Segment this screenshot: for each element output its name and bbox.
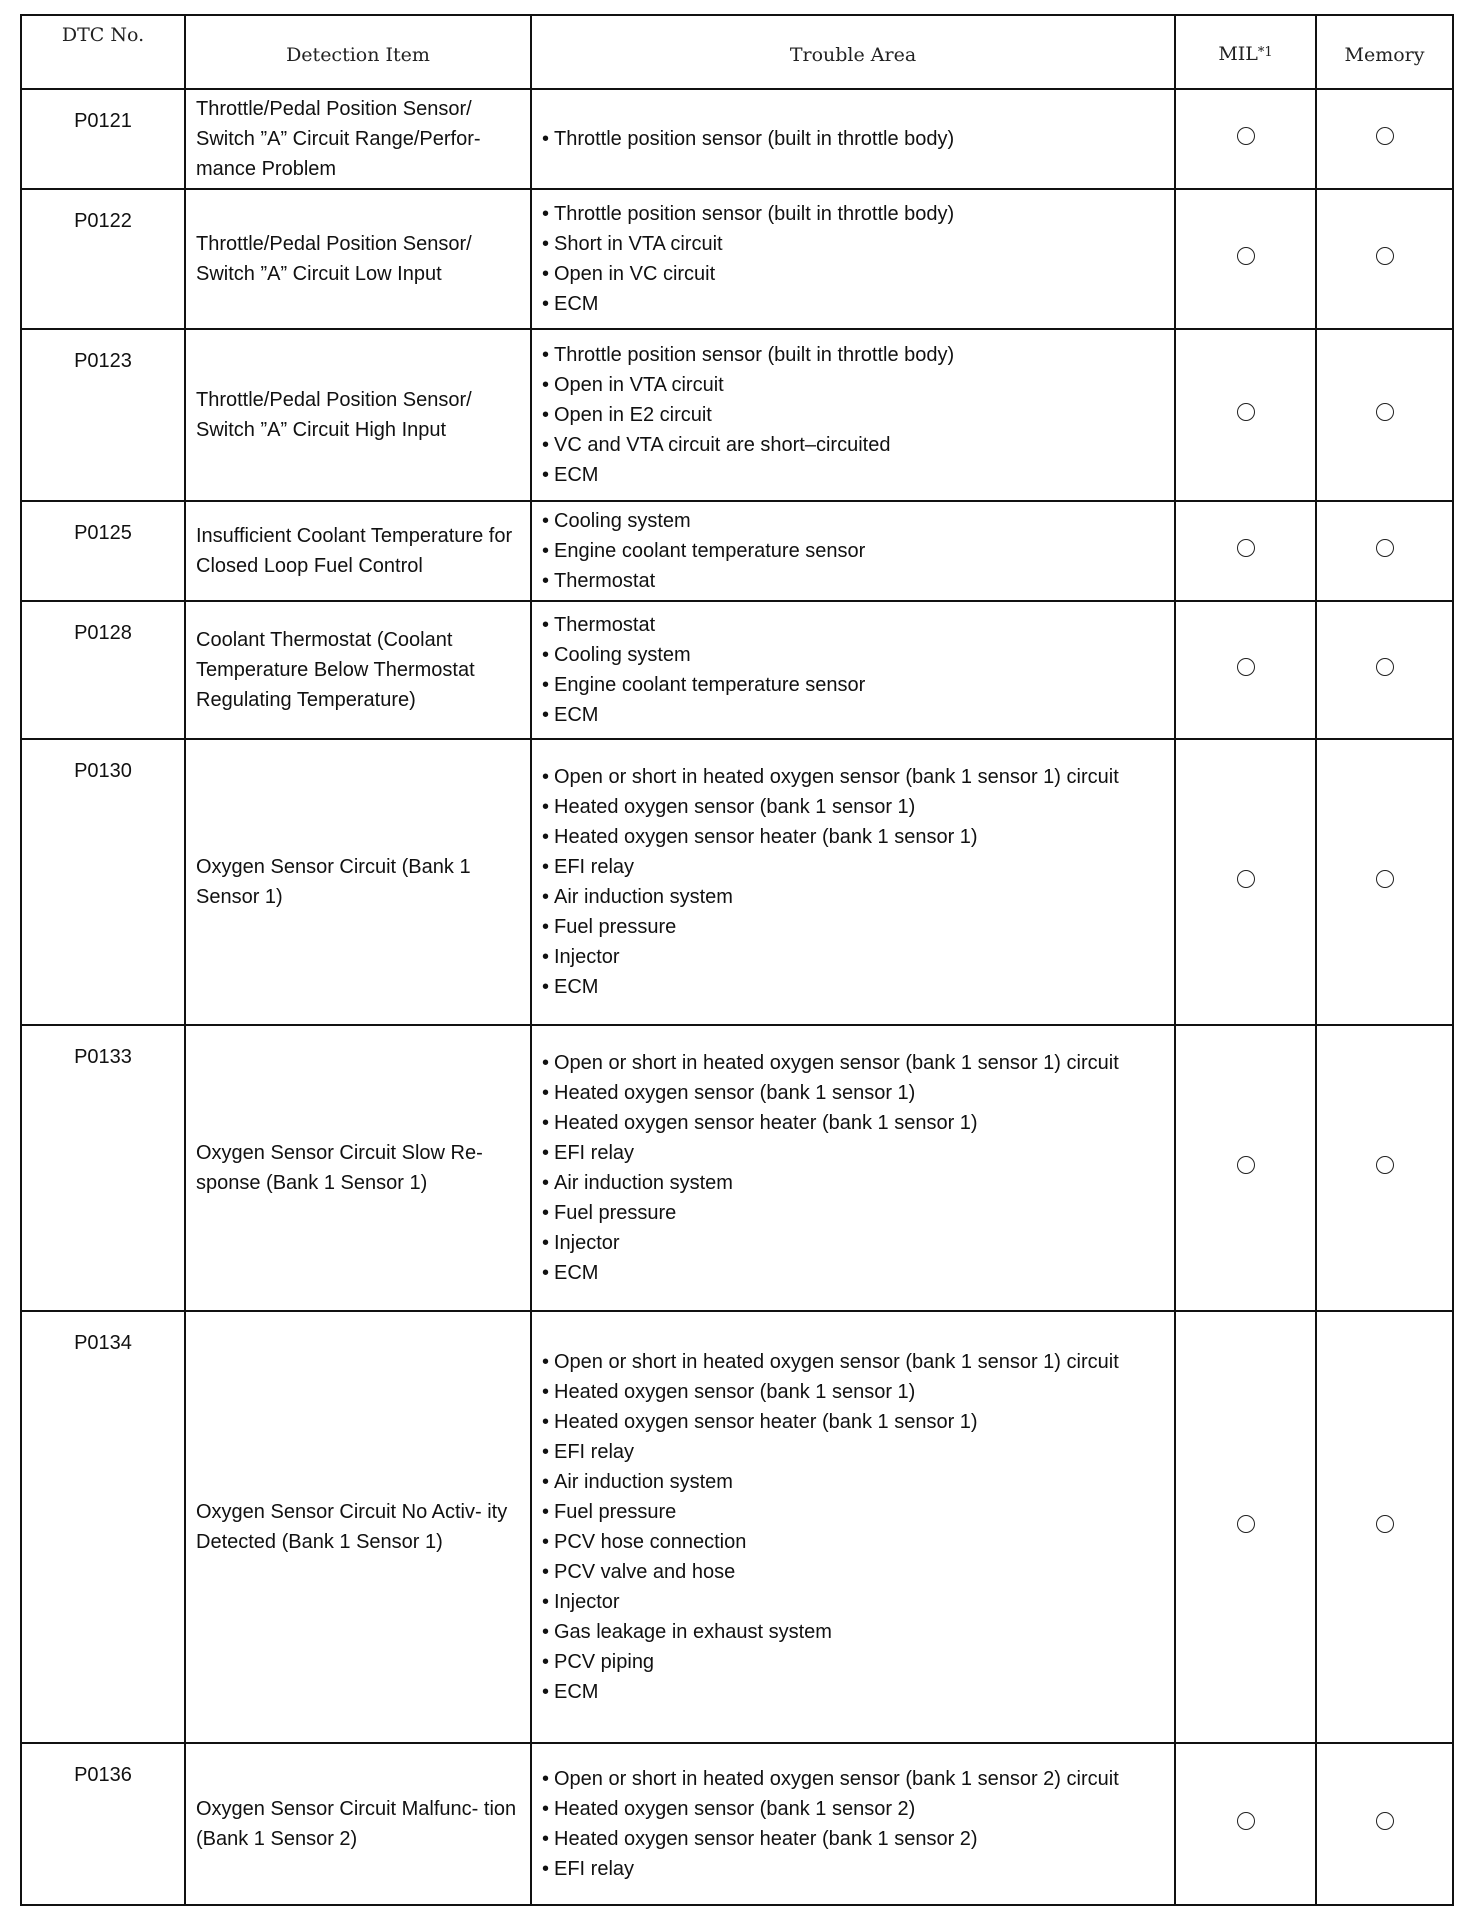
trouble-area-list xyxy=(532,1343,1174,1711)
trouble-area-item: • Air induction system xyxy=(542,1467,1166,1497)
trouble-area-item: • EFI relay xyxy=(542,1854,1166,1884)
memory-circle-icon xyxy=(1376,539,1394,557)
memory-cell xyxy=(1316,739,1453,1025)
detection-item-text: Insufficient Coolant Temperature for Closed Loop Fuel Control xyxy=(196,525,513,577)
trouble-area-item: • Cooling system xyxy=(542,640,1166,670)
trouble-area-list xyxy=(532,195,1174,323)
trouble-area-item: • Thermostat xyxy=(542,610,1166,640)
detection-item-cell xyxy=(185,89,531,189)
header-trouble-area: Trouble Area xyxy=(531,15,1175,89)
trouble-area-item: • Air induction system xyxy=(542,1168,1166,1198)
dtc-code-cell xyxy=(21,739,185,1025)
memory-circle-icon xyxy=(1376,247,1394,265)
mil-circle-icon xyxy=(1237,403,1255,421)
trouble-area-item: • Heated oxygen sensor heater (bank 1 sensor 1) xyxy=(542,1108,1166,1138)
mil-cell xyxy=(1175,1025,1316,1311)
trouble-area-item: • Air induction system xyxy=(542,882,1166,912)
trouble-area-item: • PCV piping xyxy=(542,1647,1166,1677)
trouble-area-item: • Heated oxygen sensor (bank 1 sensor 1) xyxy=(542,1078,1166,1108)
dtc-code-cell xyxy=(21,329,185,501)
dtc-code: P0130 xyxy=(74,760,132,782)
trouble-area-list xyxy=(532,120,1174,158)
trouble-area-cell xyxy=(531,1743,1175,1905)
table-row xyxy=(21,189,1453,329)
dtc-code: P0123 xyxy=(74,350,132,372)
header-memory: Memory xyxy=(1316,15,1453,89)
mil-circle-icon xyxy=(1237,247,1255,265)
trouble-area-list xyxy=(532,336,1174,494)
detection-item-cell xyxy=(185,189,531,329)
mil-circle-icon xyxy=(1237,539,1255,557)
table-row xyxy=(21,89,1453,189)
header-dtc-no: DTC No. xyxy=(21,15,185,89)
trouble-area-item: • Injector xyxy=(542,942,1166,972)
mil-cell xyxy=(1175,89,1316,189)
dtc-table xyxy=(20,14,1454,1906)
dtc-code: P0121 xyxy=(74,110,132,132)
memory-circle-icon xyxy=(1376,658,1394,676)
trouble-area-item: • Gas leakage in exhaust system xyxy=(542,1617,1166,1647)
mil-cell xyxy=(1175,1743,1316,1905)
table-row xyxy=(21,1025,1453,1311)
trouble-area-item: • Open in VTA circuit xyxy=(542,370,1166,400)
trouble-area-item: • Fuel pressure xyxy=(542,1497,1166,1527)
trouble-area-item: • EFI relay xyxy=(542,852,1166,882)
trouble-area-list xyxy=(532,606,1174,734)
table-row xyxy=(21,1743,1453,1905)
mil-cell xyxy=(1175,329,1316,501)
trouble-area-item: • Open or short in heated oxygen sensor (bank 1 sensor 1) circuit xyxy=(542,1347,1166,1377)
detection-item-cell xyxy=(185,1743,531,1905)
dtc-code-cell xyxy=(21,89,185,189)
detection-item-text: Oxygen Sensor Circuit No Activ- ity Detected (Bank 1 Sensor 1) xyxy=(196,1501,508,1553)
trouble-area-item: • Injector xyxy=(542,1228,1166,1258)
trouble-area-list xyxy=(532,758,1174,1006)
mil-cell xyxy=(1175,601,1316,739)
trouble-area-item: • Engine coolant temperature sensor xyxy=(542,670,1166,700)
trouble-area-item: • Heated oxygen sensor (bank 1 sensor 1) xyxy=(542,792,1166,822)
table-row xyxy=(21,501,1453,601)
detection-item-cell xyxy=(185,739,531,1025)
table-row xyxy=(21,329,1453,501)
trouble-area-item: • Heated oxygen sensor heater (bank 1 sensor 2) xyxy=(542,1824,1166,1854)
mil-circle-icon xyxy=(1237,1515,1255,1533)
mil-circle-icon xyxy=(1237,870,1255,888)
detection-item-text: Throttle/Pedal Position Sensor/ Switch ”A” Circuit Low Input xyxy=(196,233,472,285)
trouble-area-item: • Heated oxygen sensor heater (bank 1 sensor 1) xyxy=(542,1407,1166,1437)
trouble-area-item: • Open or short in heated oxygen sensor (bank 1 sensor 2) circuit xyxy=(542,1764,1166,1794)
mil-circle-icon xyxy=(1237,1812,1255,1830)
trouble-area-cell xyxy=(531,1311,1175,1743)
memory-circle-icon xyxy=(1376,1515,1394,1533)
detection-item-cell xyxy=(185,1025,531,1311)
memory-cell xyxy=(1316,1025,1453,1311)
trouble-area-item: • Thermostat xyxy=(542,566,1166,596)
table-row xyxy=(21,601,1453,739)
trouble-area-item: • Short in VTA circuit xyxy=(542,229,1166,259)
detection-item-text: Oxygen Sensor Circuit (Bank 1 Sensor 1) xyxy=(196,856,471,908)
mil-footnote: *1 xyxy=(1257,44,1273,60)
memory-cell xyxy=(1316,89,1453,189)
trouble-area-item: • VC and VTA circuit are short–circuited xyxy=(542,430,1166,460)
memory-circle-icon xyxy=(1376,127,1394,145)
detection-item-cell xyxy=(185,329,531,501)
mil-circle-icon xyxy=(1237,658,1255,676)
trouble-area-cell xyxy=(531,739,1175,1025)
dtc-code: P0133 xyxy=(74,1046,132,1068)
trouble-area-item: • Open in VC circuit xyxy=(542,259,1166,289)
mil-cell xyxy=(1175,189,1316,329)
trouble-area-list xyxy=(532,1044,1174,1292)
memory-cell xyxy=(1316,189,1453,329)
trouble-area-item: • Fuel pressure xyxy=(542,1198,1166,1228)
dtc-code: P0122 xyxy=(74,210,132,232)
detection-item-cell xyxy=(185,601,531,739)
dtc-code: P0136 xyxy=(74,1764,132,1786)
trouble-area-item: • Heated oxygen sensor (bank 1 sensor 2) xyxy=(542,1794,1166,1824)
trouble-area-item: • PCV hose connection xyxy=(542,1527,1166,1557)
trouble-area-item: • ECM xyxy=(542,289,1166,319)
header-row xyxy=(21,15,1453,89)
trouble-area-item: • Heated oxygen sensor (bank 1 sensor 1) xyxy=(542,1377,1166,1407)
dtc-code-cell xyxy=(21,1743,185,1905)
memory-circle-icon xyxy=(1376,1812,1394,1830)
trouble-area-cell xyxy=(531,189,1175,329)
trouble-area-cell xyxy=(531,1025,1175,1311)
trouble-area-item: • Throttle position sensor (built in throttle body) xyxy=(542,340,1166,370)
trouble-area-item: • Cooling system xyxy=(542,506,1166,536)
trouble-area-item: • PCV valve and hose xyxy=(542,1557,1166,1587)
detection-item-text: Oxygen Sensor Circuit Slow Re- sponse (Bank 1 Sensor 1) xyxy=(196,1142,483,1194)
dtc-code: P0134 xyxy=(74,1332,132,1354)
trouble-area-item: • Heated oxygen sensor heater (bank 1 sensor 1) xyxy=(542,822,1166,852)
trouble-area-item: • Throttle position sensor (built in throttle body) xyxy=(542,199,1166,229)
trouble-area-item: • ECM xyxy=(542,700,1166,730)
memory-cell xyxy=(1316,1311,1453,1743)
memory-circle-icon xyxy=(1376,403,1394,421)
memory-cell xyxy=(1316,501,1453,601)
trouble-area-cell xyxy=(531,501,1175,601)
table-row xyxy=(21,1311,1453,1743)
mil-cell xyxy=(1175,1311,1316,1743)
detection-item-text: Throttle/Pedal Position Sensor/ Switch ”A” Circuit High Input xyxy=(196,389,472,441)
dtc-code: P0128 xyxy=(74,622,132,644)
header-detection-item: Detection Item xyxy=(185,15,531,89)
mil-circle-icon xyxy=(1237,127,1255,145)
trouble-area-item: • EFI relay xyxy=(542,1437,1166,1467)
dtc-table-page xyxy=(20,14,1452,1906)
trouble-area-item: • ECM xyxy=(542,1677,1166,1707)
mil-circle-icon xyxy=(1237,1156,1255,1174)
detection-item-text: Throttle/Pedal Position Sensor/ Switch ”A” Circuit Range/Perfor- mance Problem xyxy=(196,98,481,180)
memory-circle-icon xyxy=(1376,870,1394,888)
dtc-code-cell xyxy=(21,1025,185,1311)
table-row xyxy=(21,739,1453,1025)
header-mil: MIL $^{*1}$ xyxy=(1175,15,1316,89)
dtc-code: P0125 xyxy=(74,522,132,544)
table-body xyxy=(21,89,1453,1905)
dtc-code-cell xyxy=(21,189,185,329)
detection-item-cell xyxy=(185,501,531,601)
trouble-area-item: • Open or short in heated oxygen sensor (bank 1 sensor 1) circuit xyxy=(542,1048,1166,1078)
trouble-area-item: • ECM xyxy=(542,460,1166,490)
dtc-code-cell xyxy=(21,601,185,739)
memory-cell xyxy=(1316,329,1453,501)
trouble-area-item: • ECM xyxy=(542,972,1166,1002)
detection-item-text: Oxygen Sensor Circuit Malfunc- tion (Bank 1 Sensor 2) xyxy=(196,1798,517,1850)
detection-item-cell xyxy=(185,1311,531,1743)
dtc-code-cell xyxy=(21,1311,185,1743)
trouble-area-list xyxy=(532,1760,1174,1888)
trouble-area-cell xyxy=(531,329,1175,501)
trouble-area-item: • ECM xyxy=(542,1258,1166,1288)
memory-circle-icon xyxy=(1376,1156,1394,1174)
mil-cell xyxy=(1175,739,1316,1025)
trouble-area-item: • Fuel pressure xyxy=(542,912,1166,942)
trouble-area-item: • EFI relay xyxy=(542,1138,1166,1168)
trouble-area-item: • Open or short in heated oxygen sensor (bank 1 sensor 1) circuit xyxy=(542,762,1166,792)
trouble-area-cell xyxy=(531,89,1175,189)
detection-item-text: Coolant Thermostat (Coolant Temperature Below Thermostat Regulating Temperature) xyxy=(196,629,475,711)
memory-cell xyxy=(1316,601,1453,739)
trouble-area-cell xyxy=(531,601,1175,739)
memory-cell xyxy=(1316,1743,1453,1905)
trouble-area-item: • Engine coolant temperature sensor xyxy=(542,536,1166,566)
trouble-area-item: • Throttle position sensor (built in throttle body) xyxy=(542,124,1166,154)
trouble-area-item: • Open in E2 circuit xyxy=(542,400,1166,430)
mil-cell xyxy=(1175,501,1316,601)
trouble-area-list xyxy=(532,502,1174,600)
trouble-area-item: • Injector xyxy=(542,1587,1166,1617)
dtc-code-cell xyxy=(21,501,185,601)
